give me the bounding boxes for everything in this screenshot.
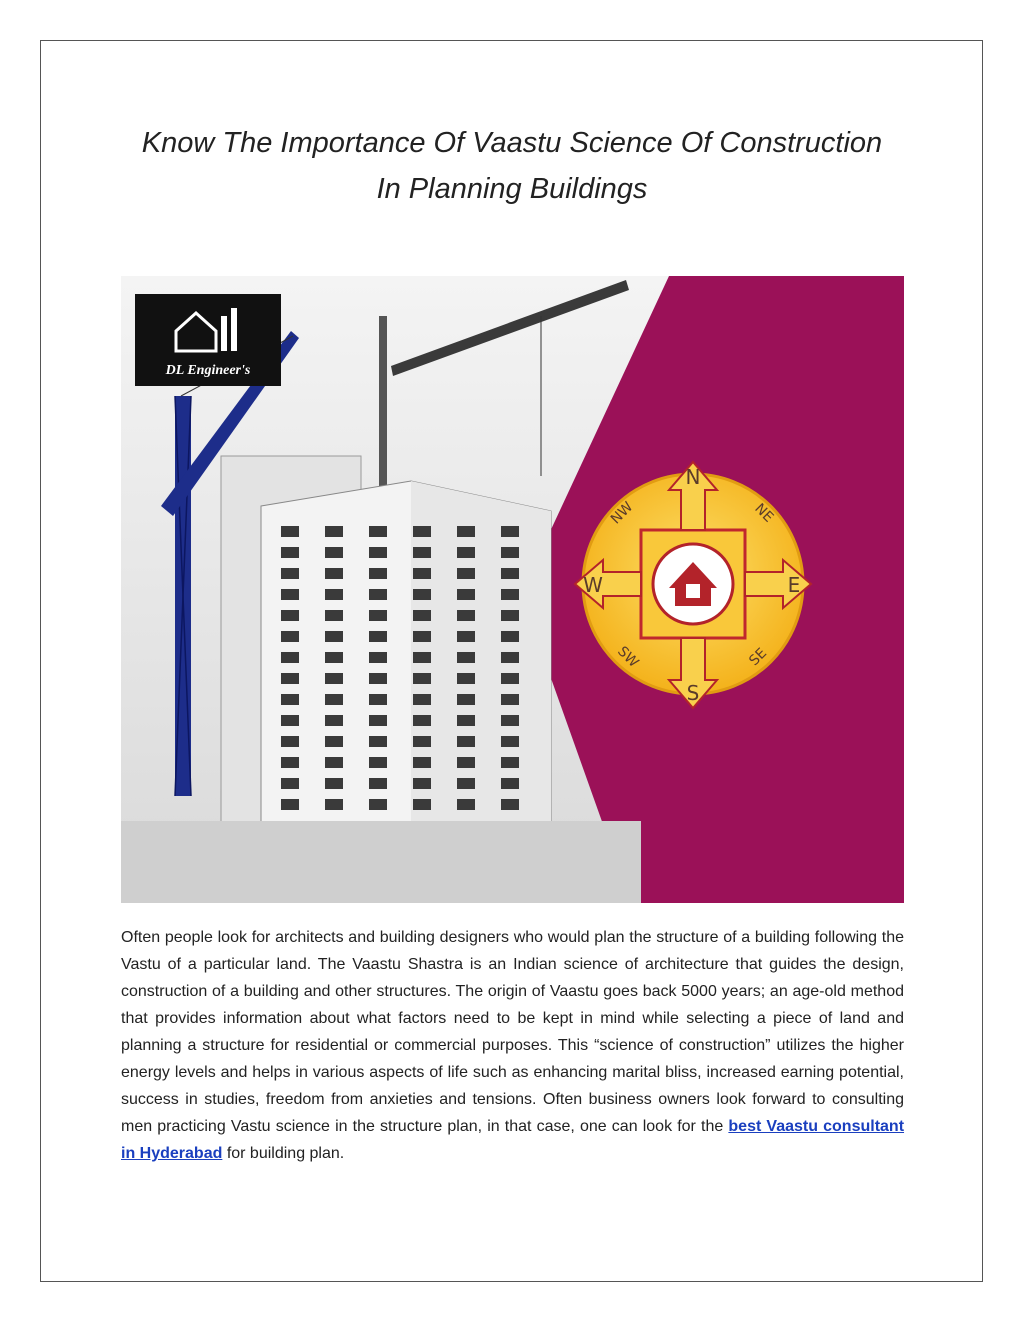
building-window bbox=[325, 568, 343, 579]
building-window bbox=[369, 736, 387, 747]
building-window bbox=[325, 799, 343, 810]
building-window bbox=[369, 757, 387, 768]
page-title bbox=[60, 120, 964, 212]
building-window bbox=[325, 589, 343, 600]
building-window bbox=[413, 715, 431, 726]
building-window bbox=[501, 610, 519, 621]
building-window bbox=[457, 694, 475, 705]
building-window bbox=[457, 631, 475, 642]
banner-image bbox=[121, 276, 904, 903]
logo-text: DL Engineer's bbox=[165, 363, 251, 378]
building-window bbox=[501, 715, 519, 726]
paragraph-text: Often people look for architects and building designers who would plan the structure of a building following the Vastu of a particular land. The Vaastu Shastra is an Indian science of architecture that guides the design, construction of a building and other structures. The origin of Vaastu goes back 5000 years; an age-old method that provides information about what factors need to be kept in mind while selecting a piece of land and planning a structure for residential or commercial purposes. This “science of construction” utilizes the higher energy levels and helps in various aspects of life such as enhancing marital bliss, increased earning potential, success in studies, freedom from anxieties and tensions. Often business owners look forward to consulting men practicing Vastu science in the structure plan, in that case, one can look for the bbox=[121, 929, 904, 1135]
building-window bbox=[413, 799, 431, 810]
building-window bbox=[369, 652, 387, 663]
building-window bbox=[325, 778, 343, 789]
building-window bbox=[369, 589, 387, 600]
building-window bbox=[457, 736, 475, 747]
building-window bbox=[457, 715, 475, 726]
building-window bbox=[369, 526, 387, 537]
building-window bbox=[457, 526, 475, 537]
building-window bbox=[325, 673, 343, 684]
building-window bbox=[413, 610, 431, 621]
compass-north: N bbox=[685, 465, 701, 489]
building-window bbox=[325, 757, 343, 768]
building-window bbox=[501, 547, 519, 558]
building-window bbox=[413, 778, 431, 789]
building-window bbox=[501, 736, 519, 747]
building-window bbox=[325, 526, 343, 537]
building-window bbox=[369, 568, 387, 579]
building-window bbox=[325, 694, 343, 705]
building-window bbox=[413, 526, 431, 537]
building-window bbox=[413, 736, 431, 747]
building-window bbox=[501, 799, 519, 810]
building-window bbox=[413, 673, 431, 684]
building-window bbox=[369, 715, 387, 726]
building-window bbox=[457, 547, 475, 558]
building-window bbox=[413, 757, 431, 768]
company-logo bbox=[135, 294, 281, 386]
building-window bbox=[281, 631, 299, 642]
compass-south-west: SW bbox=[614, 643, 642, 671]
building-window bbox=[413, 547, 431, 558]
building-window bbox=[369, 778, 387, 789]
building-window bbox=[369, 673, 387, 684]
building-window bbox=[281, 715, 299, 726]
building-window bbox=[457, 568, 475, 579]
building-window bbox=[281, 778, 299, 789]
building-window bbox=[501, 631, 519, 642]
compass-north-west: NW bbox=[607, 498, 637, 528]
building-window bbox=[325, 610, 343, 621]
building-window bbox=[369, 799, 387, 810]
building-window bbox=[457, 757, 475, 768]
building-window bbox=[457, 799, 475, 810]
building-window bbox=[325, 652, 343, 663]
building-window bbox=[501, 694, 519, 705]
building-window bbox=[413, 589, 431, 600]
building-window bbox=[369, 631, 387, 642]
building-window bbox=[501, 778, 519, 789]
title-line-1: Know The Importance Of Vaastu Science Of Construction bbox=[141, 127, 883, 159]
compass-west: W bbox=[583, 573, 603, 597]
building-window bbox=[281, 568, 299, 579]
paragraph-tail: for building plan. bbox=[226, 1145, 345, 1162]
building-window bbox=[281, 589, 299, 600]
building-window bbox=[281, 694, 299, 705]
title-line-2: In Planning Buildings bbox=[376, 173, 648, 205]
building-window bbox=[457, 589, 475, 600]
building-window bbox=[281, 526, 299, 537]
building-window bbox=[325, 736, 343, 747]
compass-south: S bbox=[686, 681, 700, 705]
building-window bbox=[457, 652, 475, 663]
building-window bbox=[501, 757, 519, 768]
building-window bbox=[501, 526, 519, 537]
building-window bbox=[281, 799, 299, 810]
building-window bbox=[281, 757, 299, 768]
building-window bbox=[413, 694, 431, 705]
building-window bbox=[369, 610, 387, 621]
compass-north-east: NE bbox=[751, 500, 777, 526]
compass-east: E bbox=[787, 573, 801, 597]
building-window bbox=[501, 673, 519, 684]
building-window bbox=[325, 715, 343, 726]
building-window bbox=[413, 631, 431, 642]
building-window bbox=[501, 589, 519, 600]
building-window bbox=[457, 778, 475, 789]
building-window bbox=[369, 694, 387, 705]
building-window bbox=[325, 631, 343, 642]
compass-south-east: SE bbox=[746, 645, 771, 670]
building-window bbox=[325, 547, 343, 558]
building-window bbox=[501, 652, 519, 663]
consultant-link[interactable]: best Vaastu consultant in Hyderabad bbox=[121, 1118, 905, 1162]
building-window bbox=[281, 547, 299, 558]
building-window bbox=[281, 736, 299, 747]
article-paragraph bbox=[121, 924, 904, 1167]
building-window bbox=[281, 652, 299, 663]
building-window bbox=[457, 610, 475, 621]
building-window bbox=[413, 568, 431, 579]
building-window bbox=[457, 673, 475, 684]
building-window bbox=[281, 610, 299, 621]
building-window bbox=[281, 673, 299, 684]
building-window bbox=[369, 547, 387, 558]
building-window bbox=[413, 652, 431, 663]
building-window bbox=[501, 568, 519, 579]
